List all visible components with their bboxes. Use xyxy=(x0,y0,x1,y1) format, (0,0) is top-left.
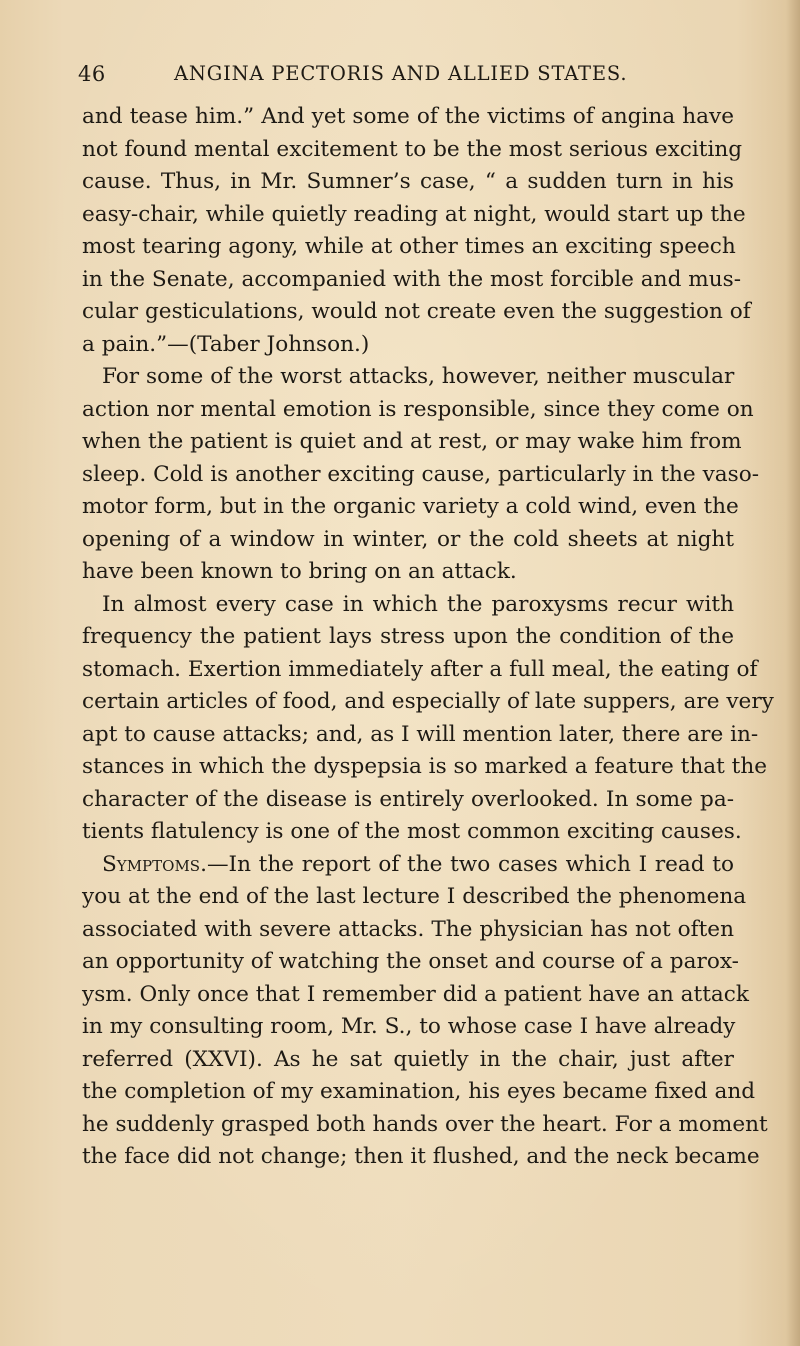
text-line: frequency the patient lays stress upon the condition of the xyxy=(82,624,734,649)
section-heading-symptoms: Symptoms. xyxy=(102,851,207,877)
text-line: the face did not change; then it flushed, and the neck became xyxy=(82,1144,760,1169)
page-number: 46 xyxy=(78,62,106,86)
paragraph-first-line: In almost every case in which the paroxysms recur with xyxy=(102,591,734,617)
text-line: sleep. Cold is another exciting cause, particularly in the vaso- xyxy=(82,461,760,487)
text-line: ysm. Only once that I remember did a patient have an attack xyxy=(82,981,749,1007)
text-line: cular gesticulations, would not create even the suggestion of xyxy=(82,299,751,324)
section-first-line-text: —In the report of the two cases which I read to xyxy=(206,851,734,877)
paragraph-first-line: For some of the worst attacks, however, neither muscular xyxy=(102,364,735,389)
text-line: character of the disease is entirely overlooked. In some pa- xyxy=(82,786,734,812)
running-head: ANGINA PECTORIS AND ALLIED STATES. xyxy=(174,62,628,85)
text-line: when the patient is quiet and at rest, or may wake him from xyxy=(82,429,742,454)
text-line: motor form, but in the organic variety a cold wind, even the xyxy=(82,494,739,519)
text-line: and tease him.” And yet some of the victims of angina have xyxy=(82,104,734,129)
text-line: stances in which the dyspepsia is so marked a feature that the xyxy=(82,754,768,779)
text-line: not found mental excitement to be the most serious exciting xyxy=(82,136,743,162)
text-line: apt to cause attacks; and, as I will mention later, there are in- xyxy=(82,721,759,747)
text-line: stomach. Exertion immediately after a full meal, the eating of xyxy=(82,656,758,682)
text-line: certain articles of food, and especially of late suppers, are very xyxy=(82,689,774,714)
section-first-line xyxy=(82,849,734,882)
text-line: tients flatulency is one of the most common exciting causes. xyxy=(82,819,742,844)
text-line: have been known to bring on an attack. xyxy=(82,559,517,584)
text-line: opening of a window in winter, or the cold sheets at night xyxy=(82,526,734,552)
text-line: an opportunity of watching the onset and course of a parox- xyxy=(82,949,739,974)
text-line: in the Senate, accompanied with the most forcible and mus- xyxy=(82,266,742,292)
text-line: cause. Thus, in Mr. Sumner’s case, “ a sudden turn in his xyxy=(82,169,734,194)
text-line: referred (XXVI). As he sat quietly in the chair, just after xyxy=(82,1046,734,1072)
text-line: action nor mental emotion is responsible, since they come on xyxy=(82,396,754,422)
text-line: associated with severe attacks. The physician has not often xyxy=(82,916,734,942)
text-line: the completion of my examination, his eyes became fixed and xyxy=(82,1079,756,1104)
page-header xyxy=(0,62,800,92)
page-edge-shadow xyxy=(786,0,800,1346)
text-line: in my consulting room, Mr. S., to whose case I have already xyxy=(82,1014,736,1039)
text-line: most tearing agony, while at other times an exciting speech xyxy=(82,234,736,259)
text-line: he suddenly grasped both hands over the heart. For a moment xyxy=(82,1111,768,1137)
body-text xyxy=(82,101,774,1174)
text-line: you at the end of the last lecture I described the phenomena xyxy=(82,884,747,909)
text-line: easy-chair, while quietly reading at night, would start up the xyxy=(82,201,746,227)
text-line: a pain.”—(Taber Johnson.) xyxy=(82,331,370,357)
